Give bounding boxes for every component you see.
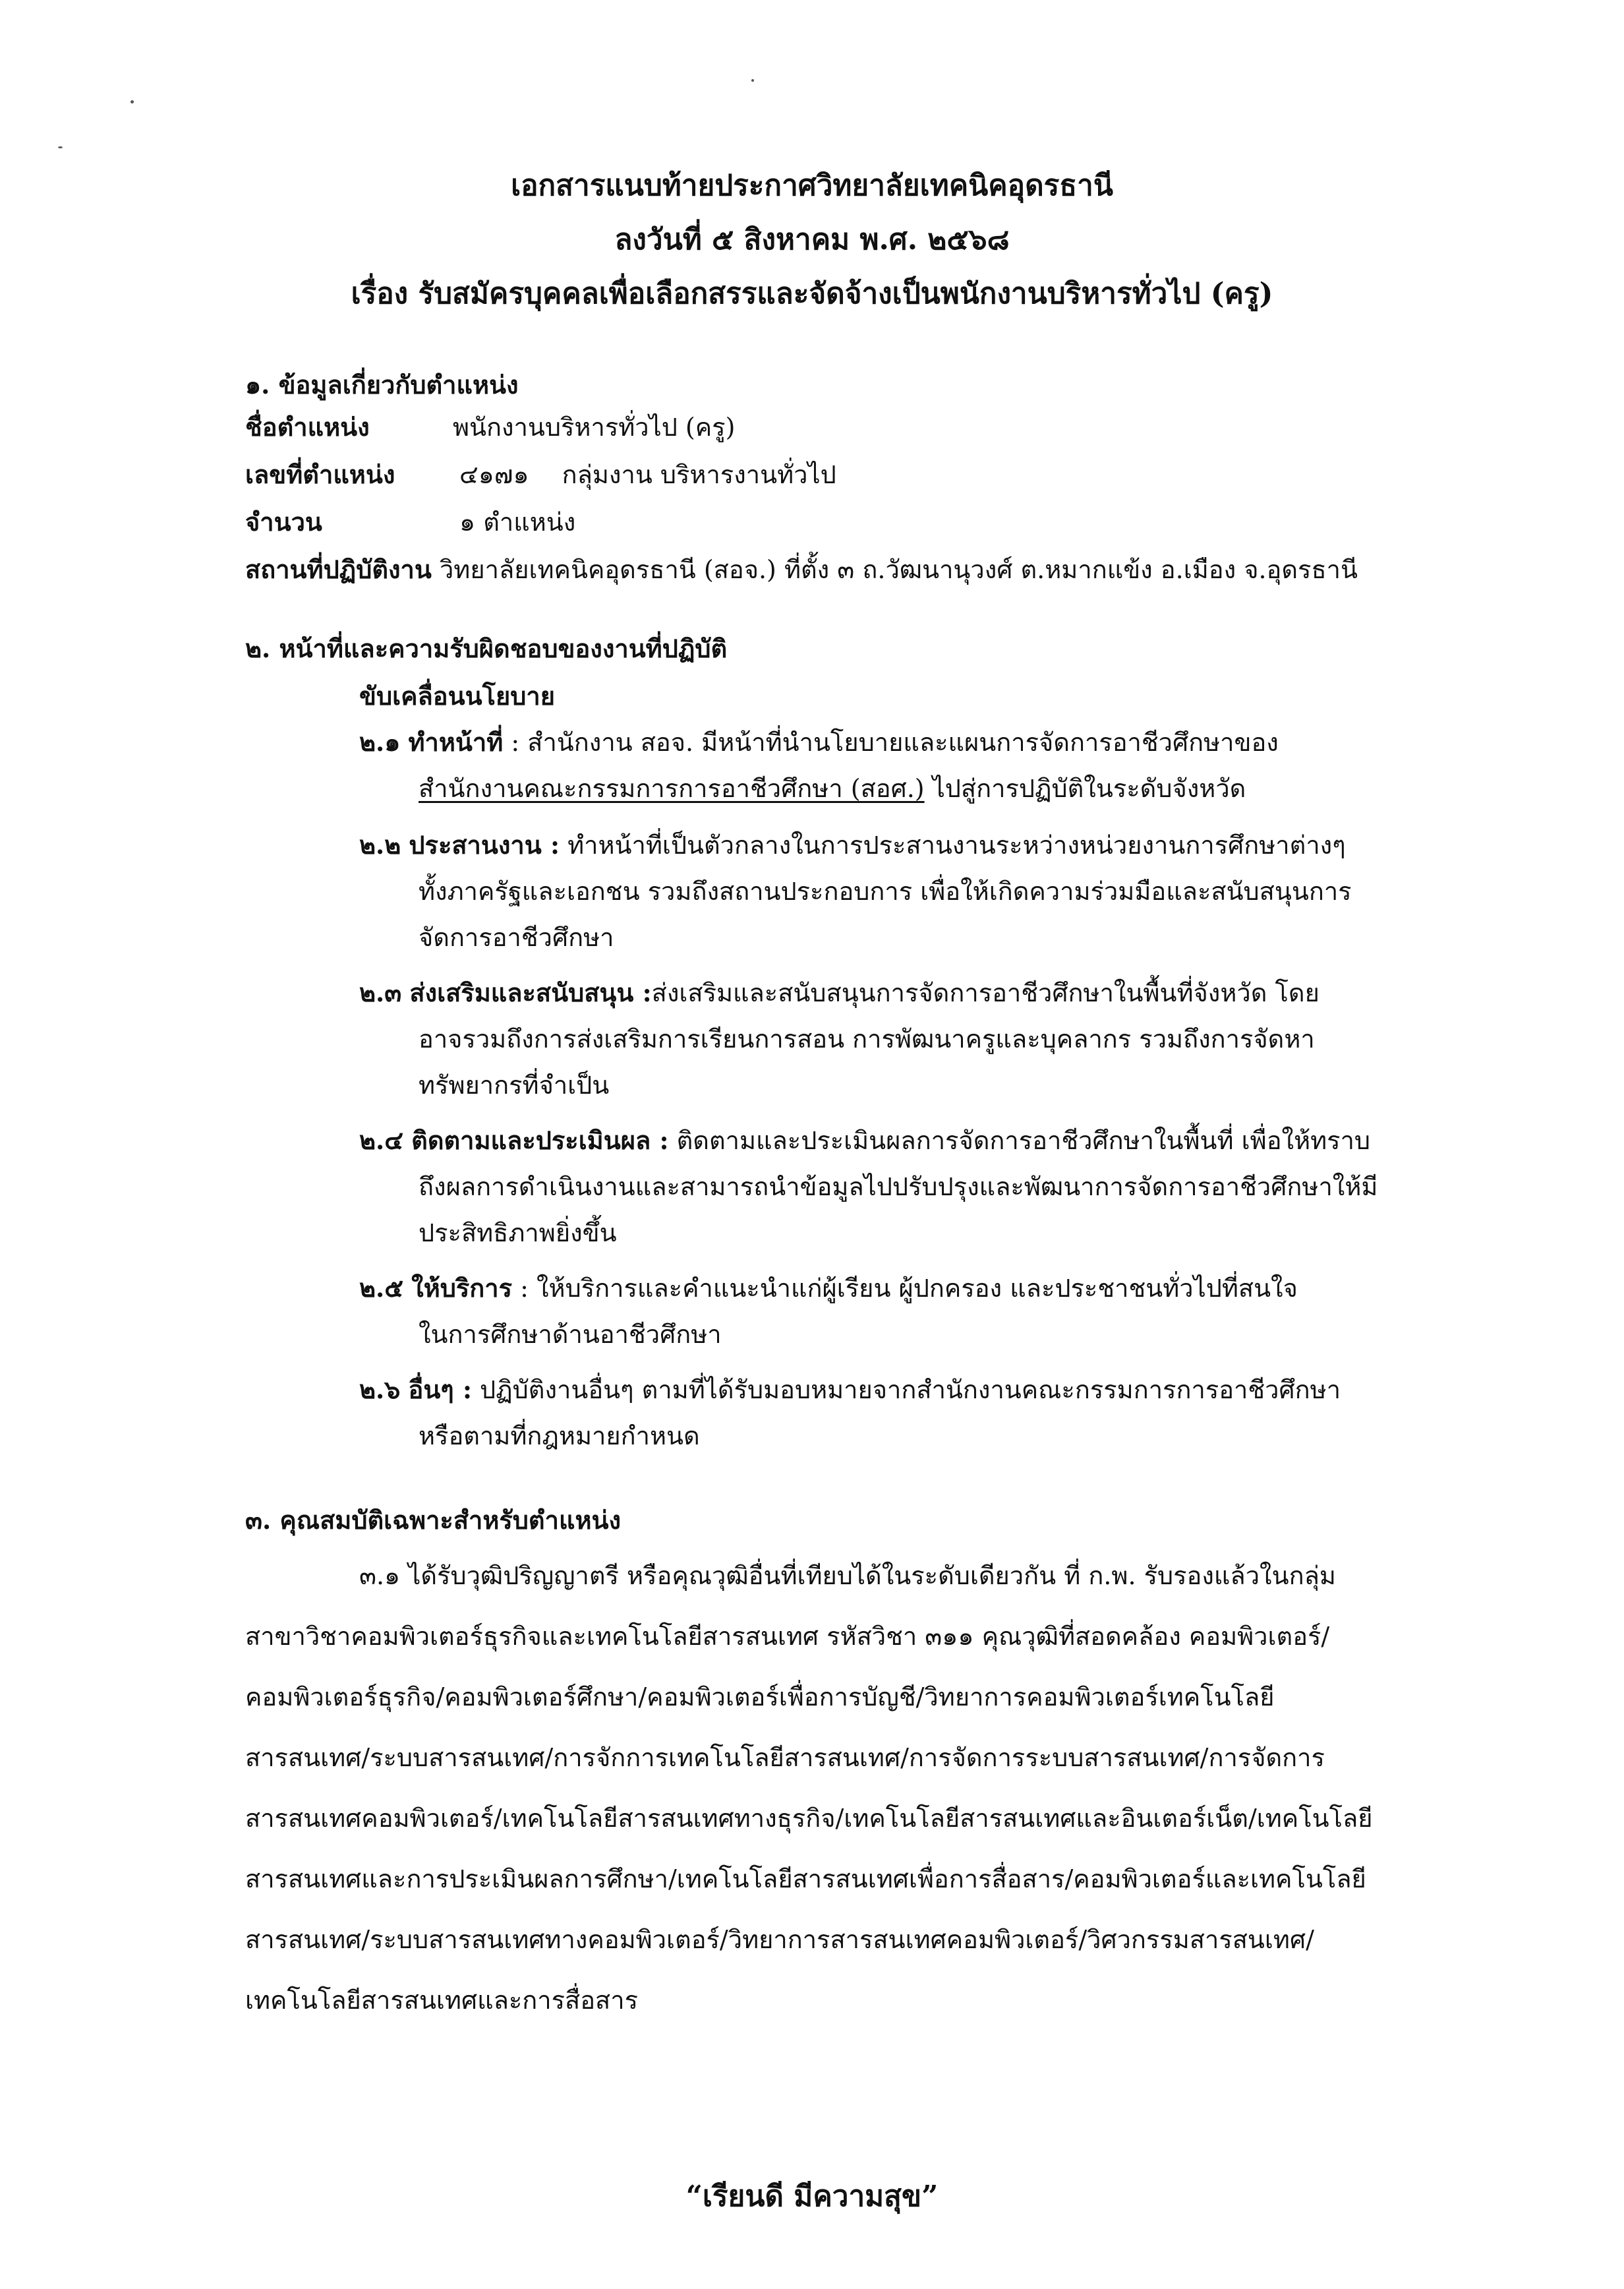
section2-title: ๒. หน้าที่และความรับผิดชอบของงานที่ปฏิบัติ [245,634,728,663]
item-2-5-line1 [359,1264,1298,1312]
item-2-3-line1 [359,969,1320,1017]
item-2-6-line1 [359,1366,1341,1413]
item-2-4-number: ๒.๔ [359,1125,404,1155]
item-2-6-heading: อื่นๆ : [408,1375,472,1404]
position-number-label: เลขที่ตำแหน่ง [245,460,395,489]
item-2-2-heading: ประสานงาน : [409,830,560,860]
item-2-1-line2 [419,765,1246,812]
item-2-6-number: ๒.๖ [359,1375,401,1404]
work-group-value: กลุ่มงาน บริหารงานทั่วไป [562,460,836,489]
scan-speck [751,79,754,82]
item-2-4-line3: ประสิทธิภาพยิ่งขึ้น [419,1218,617,1247]
item-2-1-line1 [359,719,1279,766]
item-2-1-number: ๒.๑ [359,727,401,757]
count-row [245,498,575,546]
count-value: ๑ ตำแหน่ง [459,508,576,537]
item-2-3-line3: ทรัพยากรที่จำเป็น [419,1071,610,1100]
position-row [245,403,735,451]
section2-subtitle: ขับเคลื่อนนโยบาย [359,681,555,711]
location-row [245,546,1358,593]
qualification-line-3: คอมพิวเตอร์ธุรกิจ/คอมพิวเตอร์ศึกษา/คอมพิวเตอร์เพื่อการบัญชี/วิทยาการคอมพิวเตอร์เทคโนโลยี [245,1682,1275,1711]
doc-title-date: ลงวันที่ ๕ สิงหาคม พ.ศ. ๒๕๖๘ [614,223,1010,256]
ovec-office-name: สำนักงานคณะกรรมการการอาชีวศึกษา (สอศ.) [419,774,925,803]
item-2-4-line2: ถึงผลการดำเนินงานและสามารถนำข้อมูลไปปรับปรุงและพัฒนาการจัดการอาชีวศึกษาให้มี [419,1172,1378,1201]
position-label: ชื่อตำแหน่ง [245,412,370,442]
item-2-5-number: ๒.๕ [359,1273,404,1303]
item-2-1-text2: ไปสู่การปฏิบัติในระดับจังหวัด [924,774,1246,803]
position-number-row [245,451,836,498]
item-2-4-line1 [359,1117,1370,1164]
section1-title: ๑. ข้อมูลเกี่ยวกับตำแหน่ง [245,370,519,400]
item-2-3-heading: ส่งเสริมและสนับสนุน : [409,978,652,1007]
item-2-1-heading: ทำหน้าที่ [408,727,504,757]
count-label: จำนวน [245,507,322,537]
item-2-2-line1 [359,821,1346,869]
item-2-4-text: ติดตามและประเมินผลการจัดการอาชีวศึกษาในพื้นที่ เพื่อให้ทราบ [668,1126,1371,1155]
item-2-1-text: : สำนักงาน สอจ. มีหน้าที่นำนโยบายและแผนการจัดการอาชีวศึกษาของ [503,728,1279,757]
qualification-line-6: สารสนเทศและการประเมินผลการศึกษา/เทคโนโลยีสารสนเทศเพื่อการสื่อสาร/คอมพิวเตอร์และเทคโนโลยี [245,1864,1366,1893]
item-2-5-text: : ให้บริการและคำแนะนำแก่ผู้เรียน ผู้ปกครอง และประชาชนทั่วไปที่สนใจ [512,1274,1298,1303]
position-number-value: ๔๑๗๑ [459,460,529,489]
item-2-5-heading: ให้บริการ [411,1273,513,1303]
item-2-2-number: ๒.๒ [359,830,401,860]
scan-speck [58,146,63,148]
position-value: พนักงานบริหารทั่วไป (ครู) [453,413,736,442]
item-2-2-line2: ทั้งภาครัฐและเอกชน รวมถึงสถานประกอบการ เพื่อให้เกิดความร่วมมือและสนับสนุนการ [419,877,1352,906]
item-2-6-line2: หรือตามที่กฎหมายกำหนด [419,1421,700,1450]
item-2-6-text: ปฏิบัติงานอื่นๆ ตามที่ได้รับมอบหมายจากสำนักงานคณะกรรมการการอาชีวศึกษา [471,1375,1341,1404]
college-motto: “เรียนดี มีความสุข” [685,2180,939,2213]
scan-speck [130,100,134,104]
item-2-3-line2: อาจรวมถึงการส่งเสริมการเรียนการสอน การพัฒนาครูและบุคลากร รวมถึงการจัดหา [419,1025,1315,1054]
doc-title-line1: เอกสารแนบท้ายประกาศวิทยาลัยเทคนิคอุดรธานี [511,169,1113,202]
item-2-4-heading: ติดตามและประเมินผล : [411,1125,669,1155]
item-2-3-text: ส่งเสริมและสนับสนุนการจัดการอาชีวศึกษาในพื้นที่จังหวัด โดย [651,978,1320,1007]
qualification-line-4: สารสนเทศ/ระบบสารสนเทศ/การจักการเทคโนโลยีสารสนเทศ/การจัดการระบบสารสนเทศ/การจัดการ [245,1743,1325,1772]
item-2-2-text: ทำหน้าที่เป็นตัวกลางในการประสานงานระหว่างหน่วยงานการศึกษาต่างๆ [560,831,1346,860]
location-label: สถานที่ปฏิบัติงาน [245,554,432,584]
qualification-line-7: สารสนเทศ/ระบบสารสนเทศทางคอมพิวเตอร์/วิทยาการสารสนเทศคอมพิวเตอร์/วิศวกรรมสารสนเทศ/ [245,1925,1314,1954]
section3-title: ๓. คุณสมบัติเฉพาะสำหรับตำแหน่ง [245,1505,622,1535]
qualification-line-1: ๓.๑ ได้รับวุฒิปริญญาตรี หรือคุณวุฒิอื่นที่เทียบได้ในระดับเดียวกัน ที่ ก.พ. รับรองแล้วในกลุ่ม [359,1561,1336,1590]
item-2-2-line3: จัดการอาชีวศึกษา [419,923,614,952]
item-2-5-line2: ในการศึกษาด้านอาชีวศึกษา [419,1320,722,1349]
doc-title-subject: เรื่อง รับสมัครบุคคลเพื่อเลือกสรรและจัดจ้างเป็นพนักงานบริหารทั่วไป (ครู) [351,277,1273,311]
qualification-line-2: สาขาวิชาคอมพิวเตอร์ธุรกิจและเทคโนโลยีสารสนเทศ รหัสวิชา ๓๑๑ คุณวุฒิที่สอดคล้อง คอมพิวเตอร์/ [245,1622,1330,1651]
item-2-3-number: ๒.๓ [359,978,402,1007]
qualification-line-8: เทคโนโลยีสารสนเทศและการสื่อสาร [245,1986,638,2015]
qualification-line-5: สารสนเทศคอมพิวเตอร์/เทคโนโลยีสารสนเทศทางธุรกิจ/เทคโนโลยีสารสนเทศและอินเตอร์เน็ต/เทคโนโลยี [245,1804,1373,1833]
location-value: วิทยาลัยเทคนิคอุดรธานี (สอจ.) ที่ตั้ง ๓ ถ.วัฒนานุวงศ์ ต.หมากแข้ง อ.เมือง จ.อุดรธานี [439,555,1358,584]
